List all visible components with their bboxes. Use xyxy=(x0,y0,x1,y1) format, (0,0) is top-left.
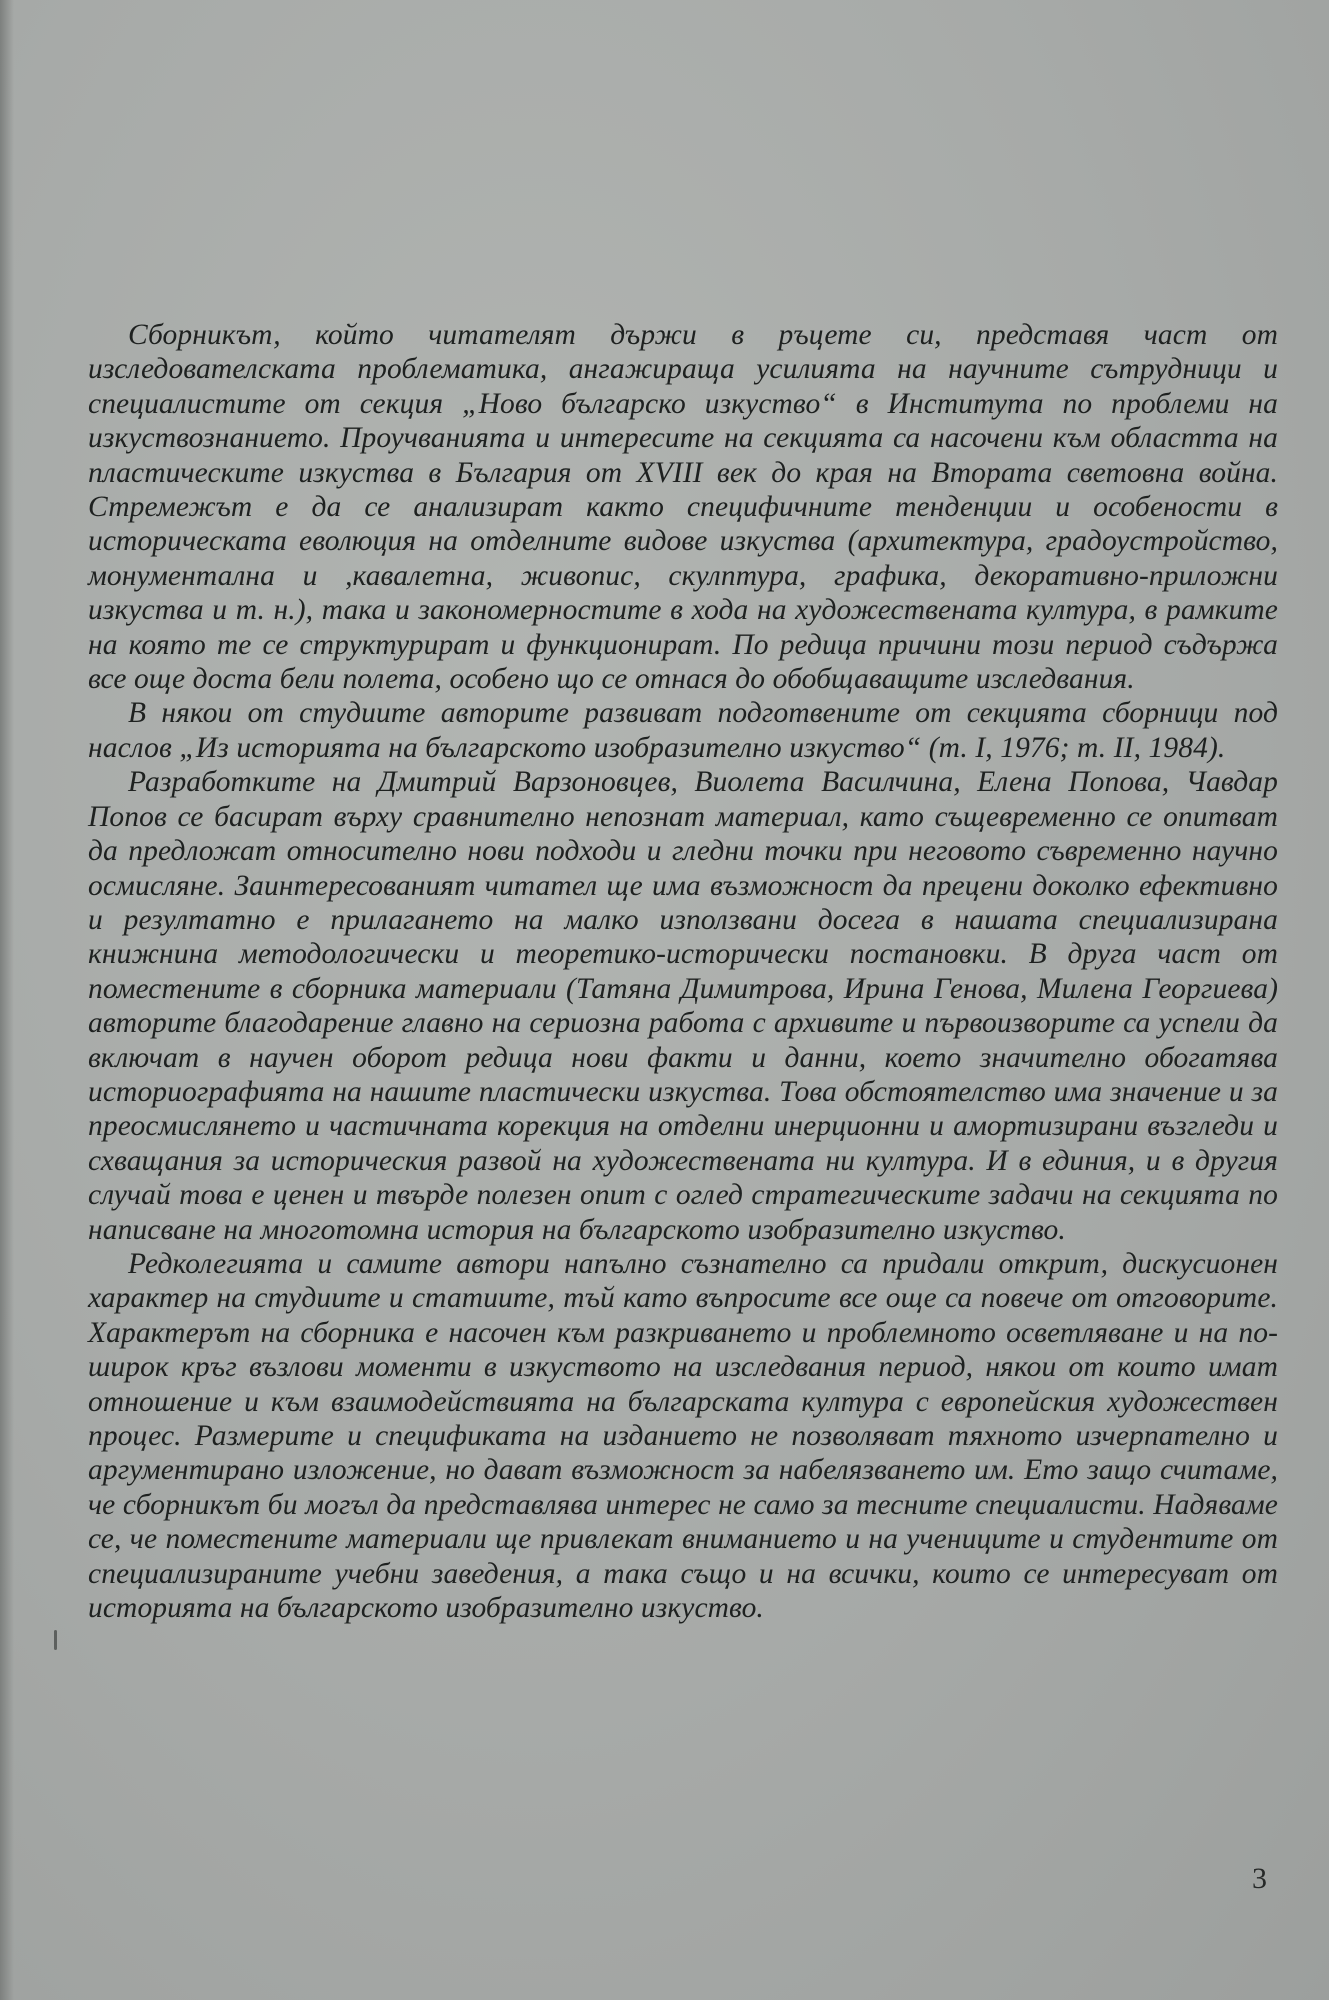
page-edge-shadow xyxy=(0,0,14,2000)
paragraph-intro: Сборникът, който читателят държи в ръцете си, представя част от изследователската проблематика, ангажираща усилията на научните сътрудници и специалистите от секция „Ново българско изкуство“ в Института по проблеми на изкуствознанието. Проучванията и интересите на секцията са насочени към областта на пластическите изкуства в България от XVIII век до края на Втората световна война. Стремежът е да се анализират както специфичните тенденции и особености в историческата еволюция на отделните видове изкуства (архитектура, градоустройство, монументална и ,кавалетна, живопис, скулптура, графика, декоративно-приложни изкуства и т. н.), така и закономерностите в хода на художествената култура, в рамките на която те се структурират и функционират. По редица причини този период съдържа все още доста бели полета, особено що се отнася до обобщаващите изследвания. xyxy=(88,319,1278,696)
margin-pencil-mark xyxy=(54,1630,57,1650)
preface-text xyxy=(88,318,1278,1625)
page-number: 3 xyxy=(1252,1862,1267,1895)
paragraph-editorial: Редколегията и самите автори напълно съзнателно са придали открит, дискусионен характер на студиите и статиите, тъй като въпросите все още са повече от отговорите. Характерът на сборника е насочен към разкриването и проблемното осветляване и на по-широк кръг възлови моменти в изкуството на изследвания период, някои от които имат отношение и към взаимодействията на българската култура с европейския художествен процес. Размерите и спецификата на изданието не позволяват тяхното изчерпателно и аргументирано изложение, но дават възможност за набелязването им. Ето защо считаме, че сборникът би могъл да представлява интерес не само за тесните специалисти. Надяваме се, че поместените материали ще привлекат вниманието и на учениците и студентите от специализираните учебни заведения, а така също и на всички, които се интересуват от историята на българското изобразително изкуство. xyxy=(88,1247,1278,1625)
paragraph-previous-volumes: В някои от студиите авторите развиват подготвените от секцията сборници под наслов „Из историята на българското изобразително изкуство“ (т. I, 1976; т. II, 1984). xyxy=(88,697,1278,764)
paragraph-authors: Разработките на Дмитрий Варзоновцев, Виолета Василчина, Елена Попова, Чавдар Попов се басират върху сравнително непознат материал, като същевременно се опитват да предложат относително нови подходи и гледни точки при неговото съвременно научно осмисляне. Заинтересованият читател ще има възможност да прецени доколко ефективно и резултатно е прилагането на малко използвани досега в нашата специализирана книжнина методологически и теоретико-исторически постановки. В друга част от поместените в сборника материали (Татяна Димитрова, Ирина Генова, Милена Георгиева) авторите благодарение главно на сериозна работа с архивите и първоизворите са успели да включат в научен оборот редица нови факти и данни, което значително обогатява историографията на нашите пластически изкуства. Това обстоятелство има значение и за преосмислянето и частичната корекция на отделни инерционни и амортизирани възгледи и схващания за историческия развой на художествената ни култура. И в единия, и в другия случай това е ценен и твърде полезен опит с оглед стратегическите задачи на секцията по написване на многотомна история на българското изобразително изкуство. xyxy=(88,766,1278,1246)
